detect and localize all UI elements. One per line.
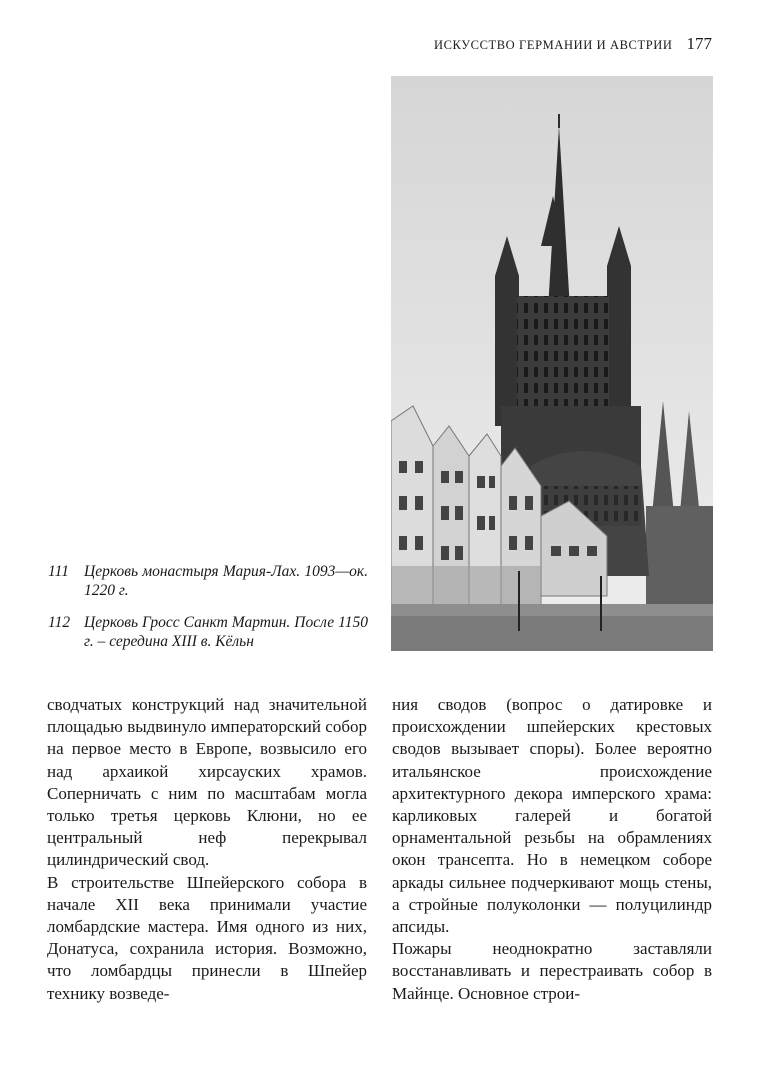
- paragraph: В строительстве Шпейерского собора в начале XII века принимали участие ломбардские мастера. Имя одного из них, Донатуса, сохранила история. Возможно, что ломбардцы принесли в Шпейер технику возведе-: [47, 872, 367, 1003]
- text-column-left: [47, 694, 367, 1005]
- church-photo: [391, 76, 713, 651]
- page-number: 177: [686, 34, 712, 53]
- captions: [48, 562, 368, 664]
- caption-number: 112: [48, 614, 71, 631]
- running-head: [434, 34, 712, 54]
- church-photo-icon: [391, 76, 713, 651]
- caption-number: 111: [48, 563, 69, 580]
- caption-112: [48, 613, 368, 651]
- caption-text: Церковь Гросс Санкт Мартин. После 1150 г. – середина XIII в. Кёльн: [84, 614, 368, 650]
- running-title: ИСКУССТВО ГЕРМАНИИ И АВСТРИИ: [433, 38, 673, 52]
- paragraph: сводчатых конструкций над значительной площадью выдвинуло императорский собор на первое место в Европе, возвысило его над архаикой хирсауских храмов. Соперничать с ним по масштабам могла только третья церковь Клюни, но ее центральный неф перекрывал цилиндрический свод.: [47, 695, 367, 870]
- text-column-right: [392, 694, 712, 1005]
- paragraph: ния сводов (вопрос о датировке и происхождении шпейерских крестовых сводов вызывает споры). Более вероятно итальянское происхождение архитектурного декора имперского храма: карликовых галерей и богатой орнаментальной резьбы на обрамлениях окон трансепта. Но в немецком соборе аркады сильнее подчеркивают мощь стены, а стройные полуколонки — полуцилиндр апсиды.: [392, 695, 712, 937]
- caption-text: Церковь монастыря Мария-Лах. 1093—ок. 1220 г.: [84, 563, 368, 599]
- caption-111: [48, 562, 368, 600]
- paragraph: Пожары неоднократно заставляли восстанавливать и перестраивать собор в Майнце. Основное строи-: [392, 939, 712, 1003]
